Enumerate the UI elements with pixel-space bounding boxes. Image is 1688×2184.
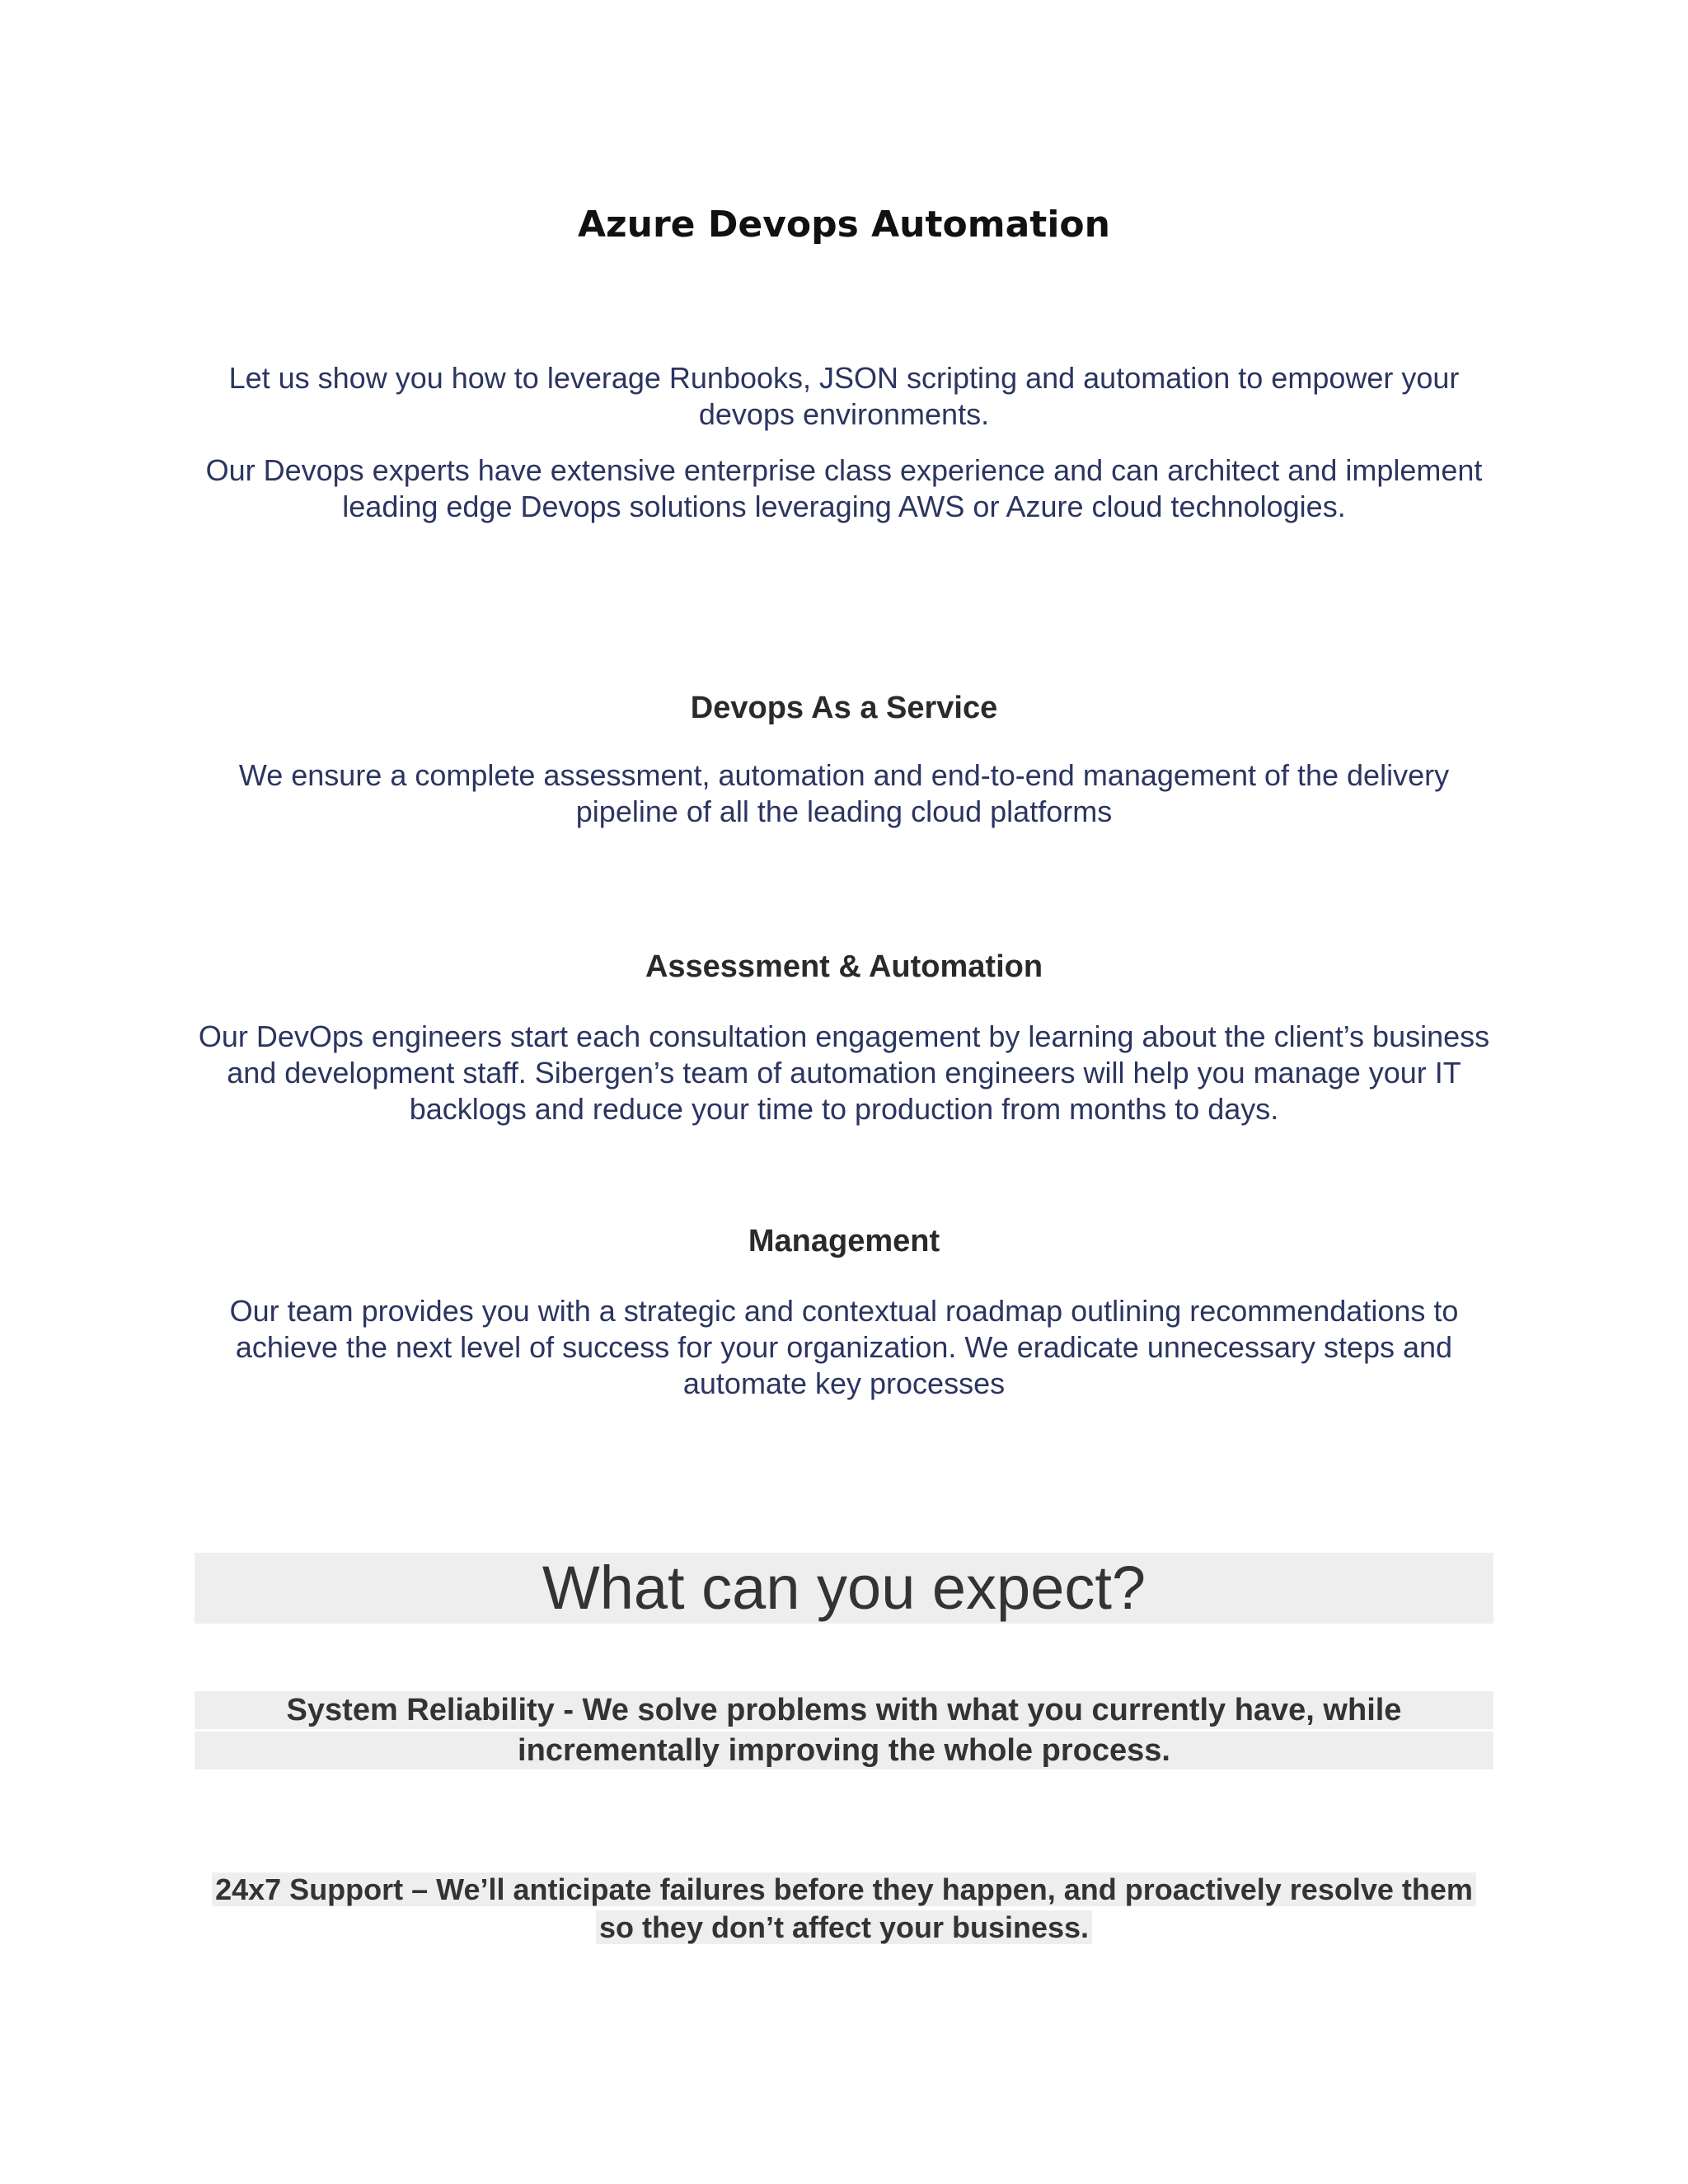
section-body-assessment-automation: Our DevOps engineers start each consultation engagement by learning about the client’s business and development staff. Sibergen’s team of automation engineers will help you manage your IT backlogs and reduce your time to production from months to days. xyxy=(198,1019,1490,1126)
support-line-2: so they don’t affect your business. xyxy=(596,1910,1092,1944)
intro-paragraph-1: Let us show you how to leverage Runbooks, JSON scripting and automation to empower your devops environments. xyxy=(228,361,1460,431)
system-reliability-block xyxy=(195,1691,1493,1772)
expect-banner xyxy=(195,1553,1493,1624)
support-line-1: 24x7 Support – We’ll anticipate failures before they happen, and proactively resolve them xyxy=(212,1872,1476,1906)
document-title: Azure Devops Automation xyxy=(578,204,1110,246)
section-heading-management: Management xyxy=(748,1224,940,1258)
intro-paragraph-2: Our Devops experts have extensive enterprise class experience and can architect and implement leading edge Devops solutions leveraging AWS or Azure cloud technologies. xyxy=(205,453,1483,523)
section-heading-devops-as-a-service: Devops As a Service xyxy=(690,691,998,725)
section-heading-assessment-automation: Assessment & Automation xyxy=(645,949,1043,984)
system-reliability-line-1: System Reliability - We solve problems with what you currently have, while xyxy=(195,1691,1493,1729)
system-reliability-line-2: incrementally improving the whole process. xyxy=(195,1732,1493,1769)
expect-title: What can you expect? xyxy=(542,1554,1146,1622)
section-body-devops-as-a-service: We ensure a complete assessment, automation and end-to-end management of the delivery pipeline of all the leading cloud platforms xyxy=(238,758,1450,828)
support-block xyxy=(195,1871,1493,1947)
section-body-management: Our team provides you with a strategic and contextual roadmap outlining recommendations to achieve the next level of success for your organization. We eradicate unnecessary steps and automate key processes xyxy=(229,1294,1459,1400)
